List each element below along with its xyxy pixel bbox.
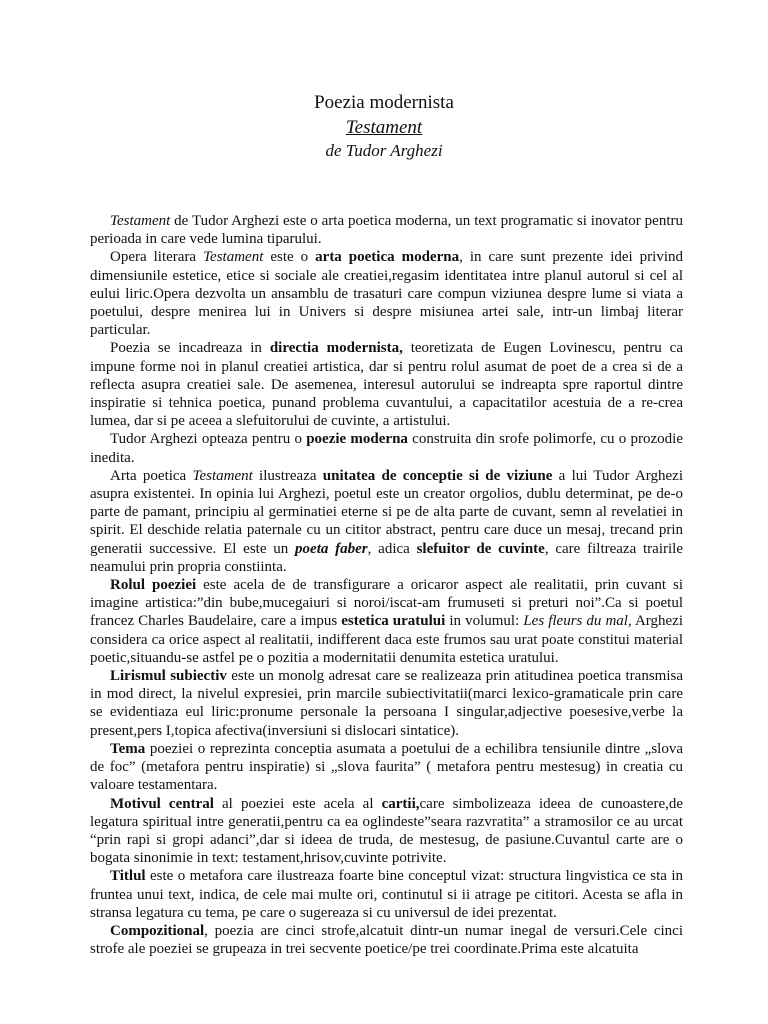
emphasized-text: directia modernista, — [269, 340, 403, 357]
emphasized-text: poezie moderna — [306, 431, 408, 448]
text-run: de Tudor Arghezi este o arta poetica moderna, un text programatic si inovator pentru perioada in care vede lumina tiparului. — [90, 213, 683, 248]
paragraph — [90, 867, 683, 922]
emphasized-text: Lirismul subiectiv — [110, 668, 227, 685]
text-run: teoretizata de Eugen Lovinescu, pentru ca impune forme noi in planul creatiei artistica, dar si pentru rolul asumat de poet de a crea si de a reflecta asupra creatiei sale. De asemenea, interesul autorului se indreapta spre raportul dintre inspiratie si tehnica poetica, punand problema cuvantului, a capacitatilor acestuia de a re-crea lumea, dar si pe aceea a slefuitorului de cuvinte, a artistului. — [90, 340, 683, 430]
paragraph — [90, 430, 683, 466]
text-run: Arta poetica — [110, 467, 193, 484]
text-run: care simbolizeaza ideea de cunoastere,de legatura spiritual intre generatii,pentru ca ea oglindeste”seara razvratita” a stramosilor ce au urcat “prin rapi si gropi adanci”,dar si ideea de truda, de mestesug, de pasiune.Cuvantul carte are o bogata sinonimie in text: testament,hrisov,cuvinte potrivite. — [90, 795, 684, 867]
emphasized-text: Titlul — [110, 868, 146, 885]
text-run: , in care sunt prezente idei privind dimensiunile estetice, etice si sociale ale creatiei,regasim identitatea intre planul autorul si cel al eului liric.Opera dezvolta un ansamblu de trasaturi care compun viziunea despre lume si viata a poetului, despre menirea lui in Univers si despre misiunea artei sale, intr-un limbaj literar particular. — [90, 249, 683, 339]
emphasized-text: unitatea de conceptie si de viziune — [322, 467, 553, 484]
text-run: ilustreaza — [252, 467, 323, 484]
emphasized-text: arta poetica moderna — [315, 249, 460, 266]
emphasized-text: Testament — [110, 213, 171, 229]
text-run: a lui Tudor Arghezi asupra existentei. In opinia lui Arghezi, poetul este un creator orgolios, dublu determinat, pe de-o parte de pamant, principiu al germinatiei eterne si pe de alta parte de cuvant, semn al revelatiei in spirit. El deschide relatia paternale cu un cititor abstract, pentru care duce un mesaj, trecand prin generatii successive. El este un — [90, 467, 683, 557]
paragraph — [90, 576, 683, 667]
text-run: Tudor Arghezi opteaza pentru o — [110, 431, 307, 448]
text-run: Poezia se incadreaza in — [110, 340, 270, 357]
emphasized-text: Motivul central — [110, 795, 214, 812]
paragraph — [90, 212, 683, 248]
paragraph — [90, 248, 683, 339]
author-line: de Tudor Arghezi — [325, 141, 443, 160]
heading-block — [0, 90, 768, 162]
emphasized-text: Les fleurs du mal — [523, 613, 628, 630]
paragraph — [90, 922, 683, 958]
document-title: Poezia modernista — [314, 92, 454, 113]
text-run: este acela de de transfigurare a oricaror aspect ale realitatii, prin cuvant si imagine artistica:”din bube,mucegaiuri si noroi/iscat-am frumuseti si preturi noi”.Ca si poetul francez Charles Baudelaire, care a impus — [90, 577, 683, 630]
text-run: , adica — [367, 540, 417, 557]
paragraph — [90, 667, 683, 740]
paragraph — [90, 339, 683, 430]
text-run: , Arghezi considera ca orice aspect al realitatii, indifferent daca este frumos sau urat poate constitui material poetic,situandu-se astfel pe o pozitia a modernitatii denumita estetica uratului. — [90, 613, 683, 666]
emphasized-text: estetica uratului — [341, 613, 446, 630]
paragraph — [90, 467, 683, 576]
emphasized-text: Testament — [203, 249, 264, 266]
emphasized-text: Rolul poeziei — [110, 577, 197, 594]
text-run: este o — [263, 249, 316, 266]
text-run: construita din srofe polimorfe, cu o prozodie inedita. — [90, 431, 684, 466]
body-text — [90, 212, 683, 958]
text-run: , poezia are cinci strofe,alcatuit dintr-un numar inegal de versuri.Cele cinci strofe ale poeziei se grupeaza in trei secvente poetice/pe trei coordinate.Prima este alcatuita — [90, 922, 683, 958]
text-run: , care filtreaza trairile neamului prin propria constiinta. — [90, 540, 683, 575]
text-run: in volumul: — [445, 613, 524, 630]
emphasized-text: poeta faber — [295, 540, 368, 557]
text-run: al poeziei este acela al — [213, 795, 382, 812]
text-run: poeziei o reprezinta conceptia asumata a poetului de a echilibra tensiunile dintre „slova de foc” (metafora pentru inspiratie) si „slova faurita” ( metafora pentru mestesug) in creatia cu valoare testamentara. — [90, 740, 683, 794]
text-run: este o metafora care ilustreaza foarte bine conceptul vizat: structura lingvistica ce sta in fruntea unui text, indica, de cele mai multe ori, continutul si ii atrage pe cititori. Acesta se afla in stransa legatura cu tema, pe care o sugereaza si cu universul de idei prezentat. — [90, 868, 683, 921]
paragraph — [90, 740, 683, 795]
text-run: Opera literara — [110, 249, 204, 266]
emphasized-text: slefuitor de cuvinte — [416, 540, 545, 557]
emphasized-text: Testament — [192, 467, 253, 484]
paragraph — [90, 795, 683, 868]
emphasized-text: cartii, — [381, 795, 420, 812]
poem-title: Testament — [345, 117, 423, 138]
emphasized-text: Tema — [110, 740, 146, 757]
emphasized-text: Compozitional — [110, 922, 205, 939]
text-run: este un monolg adresat care se realizeaza prin atitudinea poetica transmisa in mod direct, la nivelul expresiei, prin marcile subiectivitatii(marci lexico-gramaticale prin care se evidentiaza eul liric:pronume personale la persoana I singular,adjective poesesive,verbe la present,pers I,topica afectiva(inversiuni si dislocari sintatice). — [90, 668, 683, 739]
